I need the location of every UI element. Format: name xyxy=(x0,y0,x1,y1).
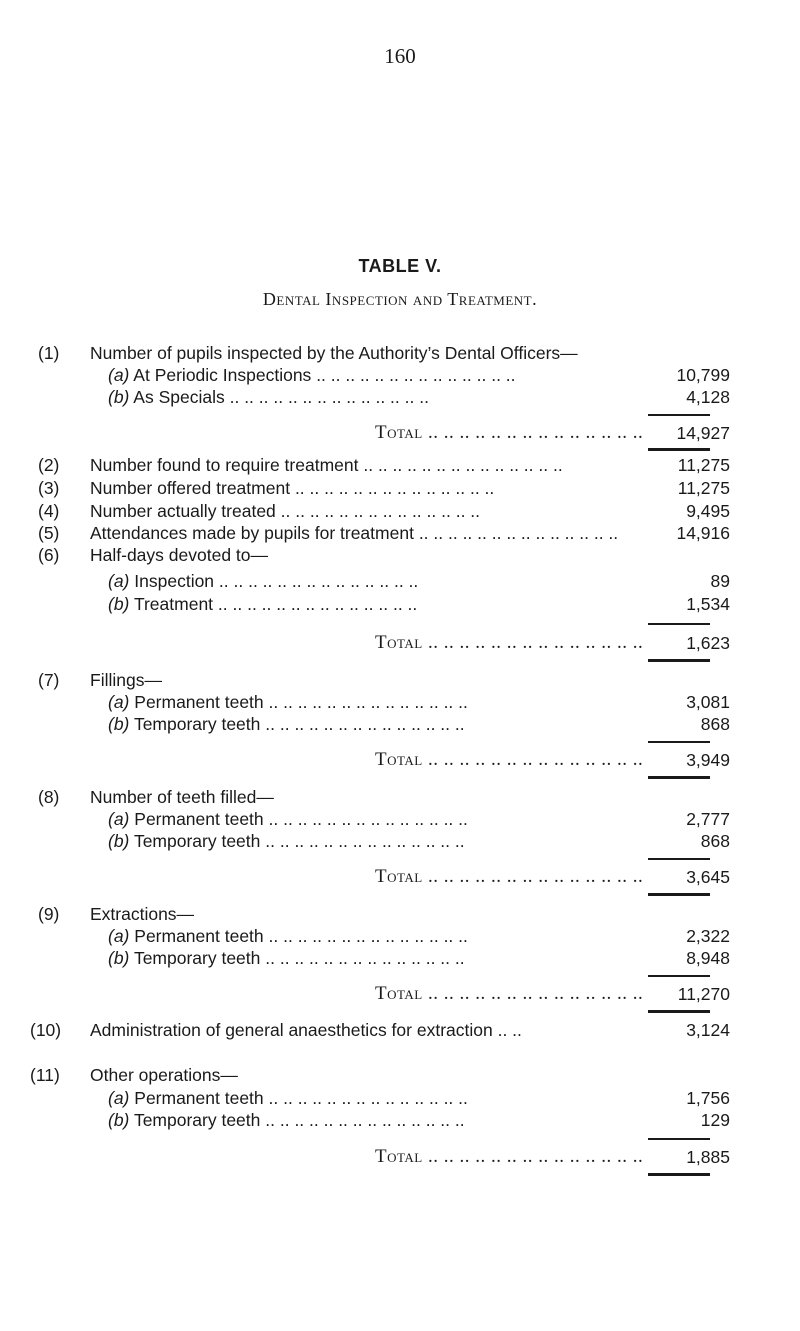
total-label: Total .. .. .. .. .. .. .. .. .. .. .. .. .. .. xyxy=(375,866,644,887)
sub-item-label: (b) Treatment .. .. .. .. .. .. .. .. .. .. .. .. .. .. xyxy=(108,594,418,614)
sub-item-label: (a) Permanent teeth .. .. .. .. .. .. .. .. .. .. .. .. .. .. xyxy=(108,809,468,829)
value: 14,916 xyxy=(676,523,730,543)
item-label: Other operations— xyxy=(90,1065,238,1085)
item-label: Extractions— xyxy=(90,904,195,924)
value: 10,799 xyxy=(676,365,730,385)
item-label: Number of pupils inspected by the Authority’s Dental Officers— xyxy=(90,343,578,363)
total-label: Total .. .. .. .. .. .. .. .. .. .. .. .. .. .. xyxy=(375,749,644,770)
section-11-heading xyxy=(0,1064,800,1088)
section-7-row-b xyxy=(0,713,800,737)
value: 4,128 xyxy=(686,387,730,407)
subtotal-rule xyxy=(648,858,710,860)
item-label: Half-days devoted to— xyxy=(90,545,269,565)
value: 868 xyxy=(700,831,730,851)
table-subtitle: Dental Inspection and Treatment. xyxy=(262,289,538,309)
table-title: TABLE V. xyxy=(358,256,442,276)
section-2-row xyxy=(0,454,800,478)
subtotal-rule xyxy=(648,975,710,977)
value: 11,275 xyxy=(677,455,730,475)
item-label: Attendances made by pupils for treatment .. .. .. .. .. .. .. .. .. .. .. .. .. .. xyxy=(90,523,619,543)
section-5-row xyxy=(0,522,800,546)
section-9-row-b xyxy=(0,947,800,971)
value: 3,124 xyxy=(686,1020,730,1040)
total-rule xyxy=(648,448,710,451)
value: 1,534 xyxy=(686,594,730,614)
value: 3,081 xyxy=(686,692,730,712)
section-8-row-b xyxy=(0,830,800,854)
section-3-row xyxy=(0,477,800,501)
section-10-row xyxy=(0,1019,800,1043)
value: 2,322 xyxy=(686,926,730,946)
value: 868 xyxy=(700,714,730,734)
total-value: 3,949 xyxy=(686,750,730,770)
section-1-row-b xyxy=(0,386,800,410)
sub-item-label: (a) Permanent teeth .. .. .. .. .. .. .. .. .. .. .. .. .. .. xyxy=(108,1088,468,1108)
section-11-total xyxy=(0,1146,800,1170)
total-label: Total .. .. .. .. .. .. .. .. .. .. .. .. .. .. xyxy=(375,632,644,653)
section-4-row xyxy=(0,500,800,524)
item-label: Number offered treatment .. .. .. .. .. .. .. .. .. .. .. .. .. .. xyxy=(90,478,495,498)
item-label: Fillings— xyxy=(90,670,162,690)
total-value: 14,927 xyxy=(676,423,730,443)
total-rule xyxy=(648,659,710,662)
section-8-heading xyxy=(0,786,800,810)
value: 1,756 xyxy=(686,1088,730,1108)
item-label: Number of teeth filled— xyxy=(90,787,274,807)
section-8-total xyxy=(0,866,800,890)
item-number: (6) xyxy=(38,545,60,565)
sub-item-label: (b) Temporary teeth .. .. .. .. .. .. .. .. .. .. .. .. .. .. xyxy=(108,831,465,851)
section-7-heading xyxy=(0,669,800,693)
subtotal-rule xyxy=(648,623,710,625)
section-9-total xyxy=(0,983,800,1007)
sub-item-label: (a) Inspection .. .. .. .. .. .. .. .. .. .. .. .. .. .. xyxy=(108,571,419,591)
total-value: 11,270 xyxy=(677,984,730,1004)
section-7-total xyxy=(0,749,800,773)
section-7-row-a xyxy=(0,691,800,715)
item-number: (4) xyxy=(38,501,60,521)
item-number: (9) xyxy=(38,904,60,924)
item-number: (11) xyxy=(30,1065,60,1085)
total-label: Total .. .. .. .. .. .. .. .. .. .. .. .. .. .. xyxy=(375,1146,644,1167)
value: 9,495 xyxy=(686,501,730,521)
total-rule xyxy=(648,893,710,896)
subtotal-rule xyxy=(648,414,710,416)
value: 129 xyxy=(700,1110,730,1130)
section-1-total xyxy=(0,422,800,446)
item-number: (10) xyxy=(30,1020,62,1040)
sub-item-label: (b) Temporary teeth .. .. .. .. .. .. .. .. .. .. .. .. .. .. xyxy=(108,948,465,968)
sub-item-label: (a) Permanent teeth .. .. .. .. .. .. .. .. .. .. .. .. .. .. xyxy=(108,926,468,946)
section-6-row-b xyxy=(0,593,800,617)
sub-item-label: (a) Permanent teeth .. .. .. .. .. .. .. .. .. .. .. .. .. .. xyxy=(108,692,468,712)
page-number: 160 xyxy=(384,44,416,68)
section-6-row-a xyxy=(0,570,800,594)
total-rule xyxy=(648,1173,710,1176)
sub-item-label: (b) Temporary teeth .. .. .. .. .. .. .. .. .. .. .. .. .. .. xyxy=(108,1110,465,1130)
total-value: 3,645 xyxy=(686,867,730,887)
item-number: (2) xyxy=(38,455,60,475)
item-number: (3) xyxy=(38,478,60,498)
value: 2,777 xyxy=(686,809,730,829)
section-11-row-b xyxy=(0,1109,800,1133)
total-rule xyxy=(648,1010,710,1013)
item-number: (5) xyxy=(38,523,60,543)
subtotal-rule xyxy=(648,1138,710,1140)
subtotal-rule xyxy=(648,741,710,743)
section-6-heading xyxy=(0,544,800,568)
value: 8,948 xyxy=(686,948,730,968)
total-value: 1,623 xyxy=(686,633,730,653)
item-number: (8) xyxy=(38,787,60,807)
item-label: Number found to require treatment .. .. .. .. .. .. .. .. .. .. .. .. .. .. xyxy=(90,455,563,475)
total-value: 1,885 xyxy=(686,1147,730,1167)
sub-item-label: (a) At Periodic Inspections .. .. .. .. .. .. .. .. .. .. .. .. .. .. xyxy=(108,365,516,385)
section-1-row-a xyxy=(0,364,800,388)
sub-item-label: (b) As Specials .. .. .. .. .. .. .. .. .. .. .. .. .. .. xyxy=(108,387,429,407)
item-label: Number actually treated .. .. .. .. .. .. .. .. .. .. .. .. .. .. xyxy=(90,501,481,521)
item-number: (7) xyxy=(38,670,60,690)
section-9-row-a xyxy=(0,925,800,949)
total-label: Total .. .. .. .. .. .. .. .. .. .. .. .. .. .. xyxy=(375,422,644,443)
section-9-heading xyxy=(0,903,800,927)
value: 89 xyxy=(710,571,730,591)
value: 11,275 xyxy=(677,478,730,498)
section-6-total xyxy=(0,632,800,656)
section-1-heading xyxy=(0,342,800,366)
item-label: Administration of general anaesthetics for extraction .. .. xyxy=(90,1020,522,1040)
total-rule xyxy=(648,776,710,779)
sub-item-label: (b) Temporary teeth .. .. .. .. .. .. .. .. .. .. .. .. .. .. xyxy=(108,714,465,734)
item-number: (1) xyxy=(38,343,60,363)
section-11-row-a xyxy=(0,1087,800,1111)
total-label: Total .. .. .. .. .. .. .. .. .. .. .. .. .. .. xyxy=(375,983,644,1004)
section-8-row-a xyxy=(0,808,800,832)
